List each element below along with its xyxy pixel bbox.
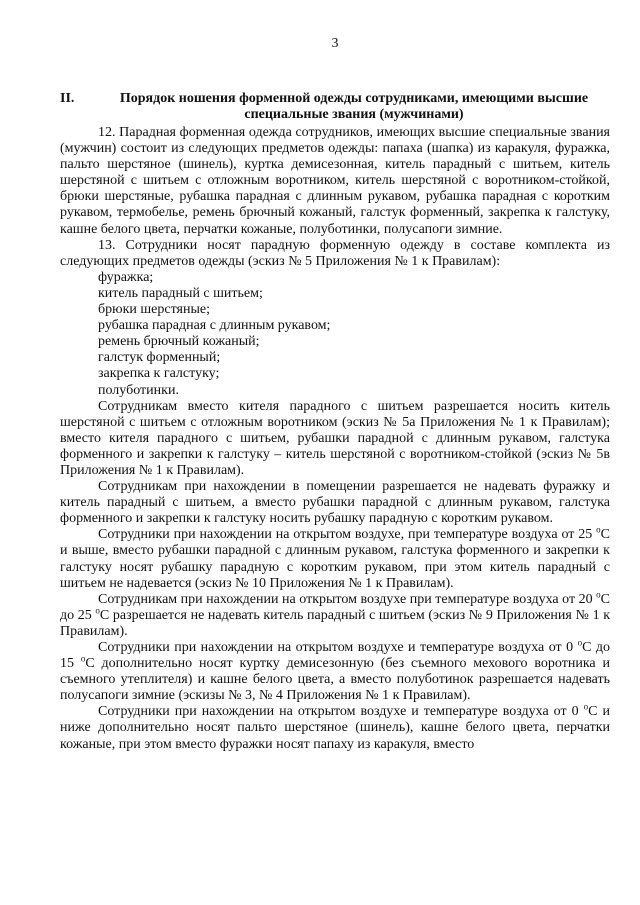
list-item: полуботинки. [98, 382, 179, 398]
text-part: С разрешается не надевать китель парадный с шитьем (эскиз № 9 Приложения № 1 к Правилам). [60, 607, 611, 639]
paragraph-above-25 [60, 524, 610, 591]
list-item: ремень брючный кожаный; [98, 334, 260, 350]
degree-sign: о [583, 701, 589, 712]
text-part: Сотрудники при нахождении на открытом воздухе, при температуре воздуха от 25 [98, 527, 597, 543]
page-number: 3 [331, 36, 339, 51]
list-item: китель парадный с шитьем; [98, 285, 263, 301]
list-item: фуражка; [98, 269, 154, 285]
body-text [60, 125, 610, 753]
text-part: С до 15 [60, 640, 610, 672]
list-item: рубашка парадная с длинным рукавом; [98, 318, 331, 334]
degree-sign: о [95, 605, 100, 616]
paragraph-12: 12. Парадная форменная одежда сотрудников, имеющих высшие специальные звания (мужчин) состоит из следующих предметов одежды: папаха (шапка) из каракуля, фуражка, пальто шерстяное (шинель), куртка демисезонная, китель парадный с шитьем, китель шерстяной с шитьем с отложным воротником, китель шерстяной с воротником-стойкой, брюки шерстяные, рубашка парадная с длинным рукавом, рубашка парадная с коротким рукавом, термобелье, ремень брючный кожаный, галстук форменный, закрепка к галстуку, кашне белого цвета, перчатки кожаные, полуботинки, полусапоги зимние. [60, 125, 610, 237]
list-item: брюки шерстяные; [98, 302, 210, 318]
paragraph-13: 13. Сотрудники носят парадную форменную одежду в составе комплекта из следующих предметов одежды (эскиз № 5 Приложения № 1 к Правилам): [60, 237, 610, 269]
text-part: Сотрудники при нахождении на открытом воздухе и температуре воздуха от 0 [98, 640, 578, 655]
degree-sign: о [577, 637, 583, 648]
section-title: Порядок ношения форменной одежды сотрудниками, имеющими высшие специальные звания (мужчинами) [119, 91, 589, 122]
paragraph-0-below [60, 701, 610, 752]
list-item: закрепка к галстуку; [98, 366, 220, 382]
text-part: Сотрудникам при нахождении на открытом воздухе при температуре воздуха от 20 [98, 591, 597, 607]
paragraph-0-15 [60, 637, 610, 704]
paragraph-indoor: Сотрудникам при нахождении в помещении разрешается не надевать фуражку и китель парадный с шитьем, а вместо рубашки парадной с длинным рукавом, галстука форменного и закрепки к галстуку носить рубашку парадную с коротким рукавом. [60, 479, 610, 527]
section-heading [60, 91, 610, 123]
text-part: С и ниже дополнительно носят пальто шерстяное (шинель), кашне белого цвета, перчатки кожаные, при этом вместо фуражки носят папаху из каракуля, вместо [60, 704, 610, 752]
text-part: С до 25 [60, 591, 610, 623]
text-part: С дополнительно носят куртку демисезонную (без съемного мехового воротника и съемного утеплителя) и кашне белого цвета, а вместо полуботинок разрешается надевать полусапоги зимние (эскизы № 3, № 4 Приложения № 1 к Правилам). [60, 656, 610, 704]
degree-sign: о [596, 524, 601, 535]
section-number: II. [60, 91, 75, 106]
paragraph-20-25 [60, 589, 611, 640]
text-part: Сотрудники при нахождении на открытом воздухе и температуре воздуха от 0 [98, 704, 584, 720]
degree-sign: о [80, 653, 86, 664]
list-item: галстук форменный; [98, 350, 221, 366]
paragraph-instead: Сотрудникам вместо кителя парадного с шитьем разрешается носить китель шерстяной с шитьем с отложным воротником (эскиз № 5а Приложения № 1 к Правилам); вместо кителя парадного с шитьем, рубашки парадной с длинным рукавом, галстука форменного и закрепки к галстуку – китель шерстяной с воротником-стойкой (эскиз № 5в Приложения № 1 к Правилам). [60, 398, 610, 478]
text-part: С [600, 527, 610, 543]
text-part: и выше, вместо рубашки парадной с длинным рукавом, галстука форменного и закрепки к галстуку носят рубашку парадную с коротким рукавом, при этом китель парадный с шитьем не надевается (эскиз № 10 Приложения № 1 к Правилам). [60, 543, 610, 591]
degree-sign: о [596, 589, 601, 600]
document-page [60, 0, 610, 905]
